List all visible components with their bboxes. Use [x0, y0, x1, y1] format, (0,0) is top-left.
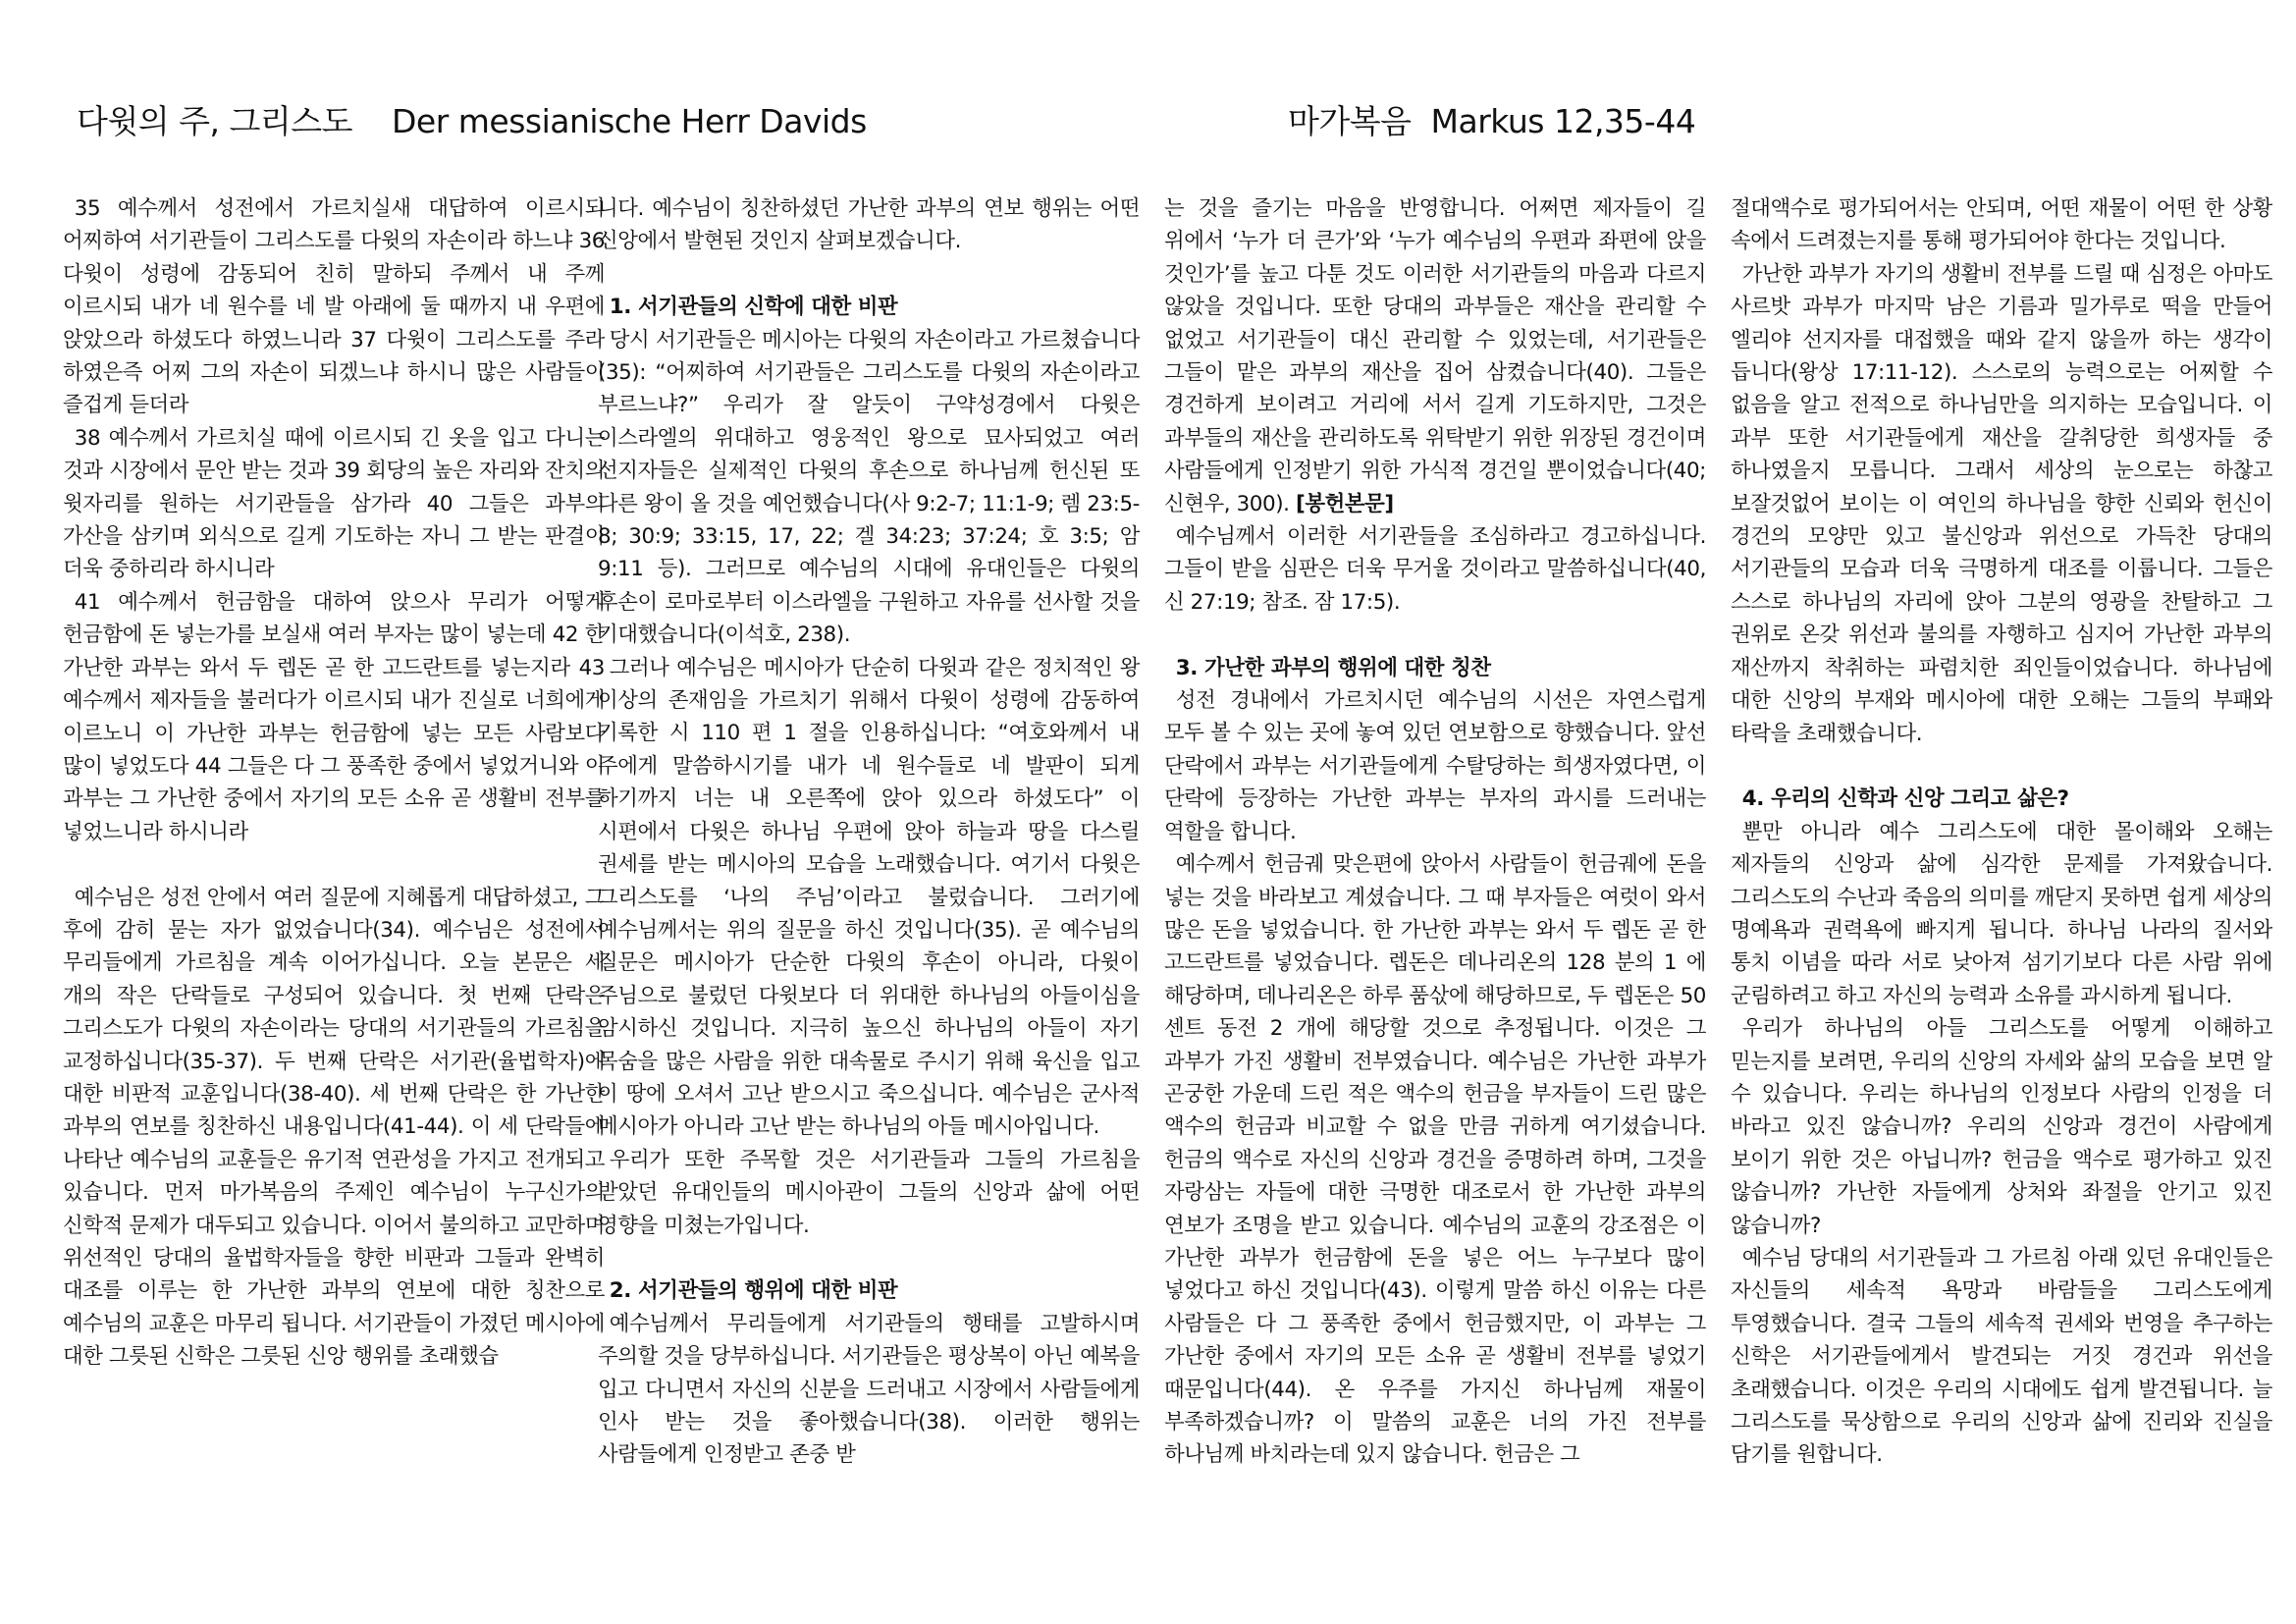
body-paragraph: 성전 경내에서 가르치시던 예수님의 시선은 자연스럽게 모두 볼 수 있는 곳에 놓여 있던 연보함으로 향했습니다. 앞선 단락에서 과부는 서기관들에게 수탈당하는 희생자였다면, 이 단락에 등장하는 가난한 과부는 부자의 과시를 드러내는 역할을 합니다. — [1164, 688, 1706, 844]
body-paragraph: 그러나 예수님은 메시아가 단순히 다윗과 같은 정치적인 왕 이상의 존재임을 가르치기 위해서 다윗이 성령에 감동하여 기록한 시 110 편 1 절을 인용하십니다: “여호와께서 내 주에게 말씀하시기를 내가 네 원수들로 네 발판이 되게 하기까지 너는 내 오른쪽에 앉아 있으라 하셨도다” 이 시편에서 다윗은 하나님 우편에 앉아 하늘과 땅을 다스릴 권세를 받는 메시아의 모습을 노래했습니다. 여기서 다윗은 그리스도를 ‘나의 주님’이라고 불렀습니다. 그러기에 예수님께서는 위의 질문을 하신 것입니다(35). 곧 예수님의 질문은 메시아가 단순한 다윗의 후손이 아니라, 다윗이 주님으로 불렀던 다윗보다 더 위대한 하나님의 아들이심을 암시하신 것입니다. 지극히 높으신 하나님의 아들이 자기 목숨을 많은 사람을 위한 대속물로 주시기 위해 육신을 입고 이 땅에 오셔서 고난 받으시고 죽으십니다. 예수님은 군사적 메시아가 아니라 고난 받는 하나님의 아들 메시아입니다. — [598, 655, 1140, 1140]
section-heading: 4. 우리의 신학과 신앙 그리고 삶은? — [1741, 786, 2069, 812]
offering-text-label: [봉헌본문] — [1295, 491, 1394, 516]
scripture-paragraph: 41 예수께서 헌금함을 대하여 앉으사 무리가 어떻게 헌금함에 돈 넣는가를 보실새 여러 부자는 많이 넣는데 42 한 가난한 과부는 와서 두 렙돈 곧 한 고드란트를 넣는지라 43 예수께서 제자들을 불러다가 이르시되 내가 진실로 너희에게 이르노니 이 가난한 과부는 헌금함에 넣는 모든 사람보다 많이 넣었도다 44 그들은 다 그 풍족한 중에서 넣었거니와 이 과부는 그 가난한 중에서 자기의 모든 소유 곧 생활비 전부를 넣었느니라 하시니라 — [63, 589, 605, 844]
body-paragraph: 니다. 예수님이 칭찬하셨던 가난한 과부의 연보 행위는 어떤 신앙에서 발현된 것인지 살펴보겠습니다. — [598, 196, 1140, 254]
book-reference — [1288, 96, 1695, 142]
body-paragraph: 우리가 또한 주목할 것은 서기관들과 그들의 가르침을 받았던 유대인들의 메시아관이 그들의 신앙과 삶에 어떤 영향을 미쳤는가입니다. — [598, 1147, 1140, 1238]
section-heading: 2. 서기관들의 행위에 대한 비판 — [609, 1278, 898, 1304]
text-column-2 — [598, 192, 1140, 1597]
text-column-4 — [1731, 192, 2272, 1597]
body-paragraph: 가난한 과부가 자기의 생활비 전부를 드릴 때 심정은 아마도 사르밧 과부가 마지막 남은 기름과 밀가루로 떡을 만들어 엘리야 선지자를 대접했을 때와 같지 않을까 하는 생각이 듭니다(왕상 17:11-12). 스스로의 능력으로는 어찌할 수 없음을 알고 전적으로 하나님만을 의지하는 모습입니다. 이 과부 또한 서기관들에게 재산을 갈취당한 희생자들 중 하나였을지 모릅니다. 그래서 세상의 눈으로는 하찮고 보잘것없어 보이는 이 여인의 하나님을 향한 신뢰와 헌신이 경건의 모양만 있고 불신앙과 위선으로 가득찬 당대의 서기관들의 모습과 더욱 극명하게 대조를 이룹니다. 그들은 스스로 하나님의 자리에 앉아 그분의 영광을 찬탈하고 그 권위로 온갖 위선과 불의를 자행하고 심지어 가난한 과부의 재산까지 착취하는 파렴치한 죄인들이었습니다. 하나님에 대한 신앙의 부재와 메시아에 대한 오해는 그들의 부패와 타락을 초래했습니다. — [1731, 261, 2272, 746]
scripture-paragraph: 38 예수께서 가르치실 때에 이르시되 긴 옷을 입고 다니는 것과 시장에서 문안 받는 것과 39 회당의 높은 자리와 잔치의 윗자리를 원하는 서기관들을 삼가라 40 그들은 과부의 가산을 삼키며 외식으로 길게 기도하는 자니 그 받는 판결이 더욱 중하리라 하시니라 — [63, 425, 605, 582]
section-heading: 3. 가난한 과부의 행위에 대한 칭찬 — [1175, 655, 1491, 680]
body-paragraph: 예수님 당대의 서기관들과 그 가르침 아래 있던 유대인들은 자신들의 세속적 욕망과 바람들을 그리스도에게 투영했습니다. 결국 그들의 세속적 권세와 번영을 추구하는 신학은 서기관들에게서 발견되는 거짓 경건과 위선을 초래했습니다. 이것은 우리의 시대에도 쉽게 발견됩니다. 늘 그리스도를 묵상함으로 우리의 신앙과 삶에 진리와 진실을 담기를 원합니다. — [1731, 1245, 2272, 1468]
title-german: Der messianische Herr Davids — [392, 102, 867, 140]
body-paragraph: 우리가 하나님의 아들 그리스도를 어떻게 이해하고 믿는지를 보려면, 우리의 신앙의 자세와 삶의 모습을 보면 알 수 있습니다. 우리는 하나님의 인정보다 사람의 인정을 더 바라고 있진 않습니까? 우리의 신앙과 경건이 사람에게 보이기 위한 것은 아닙니까? 헌금을 액수로 평가하고 있진 않습니까? 가난한 자들에게 상처와 좌절을 안기고 있진 않습니까? — [1731, 1016, 2272, 1238]
body-paragraph — [1164, 192, 1706, 520]
body-paragraph: 예수님께서 무리들에게 서기관들의 행태를 고발하시며 주의할 것을 당부하십니다. 서기관들은 평상복이 아닌 예복을 입고 다니면서 자신의 신분을 드러내고 시장에서 사람들에게 인사 받는 것을 좋아했습니다(38). 이러한 행위는 사람들에게 인정받고 존중 받 — [598, 1311, 1140, 1468]
title-korean: 다윗의 주, 그리스도 — [77, 102, 352, 140]
scripture-paragraph: 35 예수께서 성전에서 가르치실새 대답하여 이르시되 어찌하여 서기관들이 그리스도를 다윗의 자손이라 하느냐 36 다윗이 성령에 감동되어 친히 말하되 주께서 내 주께 이르시되 내가 네 원수를 네 발 아래에 둘 때까지 내 우편에 앉았으라 하셨도다 하였느니라 37 다윗이 그리스도를 주라 하였은즉 어찌 그의 자손이 되겠느냐 하시니 많은 사람들이 즐겁게 듣더라 — [63, 196, 605, 418]
page-title — [77, 96, 867, 142]
body-paragraph: 예수님께서 이러한 서기관들을 조심하라고 경고하십니다. 그들이 받을 심판은 더욱 무거울 것이라고 말씀하십니다(40, 신 27:19; 참조. 잠 17:5). — [1164, 524, 1706, 615]
body-paragraph: 예수께서 헌금궤 맞은편에 앉아서 사람들이 헌금궤에 돈을 넣는 것을 바라보고 계셨습니다. 그 때 부자들은 여럿이 와서 많은 돈을 넣었습니다. 한 가난한 과부는 와서 두 렙돈 곧 한 고드란트를 넣었습니다. 렙돈은 데나리온의 128 분의 1 에 해당하며, 데나리온은 하루 품삯에 해당하므로, 두 렙돈은 50 센트 동전 2 개에 해당할 것으로 추정됩니다. 이것은 그 과부가 가진 생활비 전부였습니다. 예수님은 가난한 과부가 곤궁한 가운데 드린 적은 액수의 헌금을 부자들이 드린 많은 액수의 헌금과 비교할 수 없을 만큼 귀하게 여기셨습니다. 헌금의 액수로 자신의 신앙과 경건을 증명하려 하며, 그것을 자랑삼는 자들에 대한 극명한 대조로서 한 가난한 과부의 연보가 조명을 받고 있습니다. 예수님의 교훈의 강조점은 이 가난한 과부가 헌금함에 돈을 넣은 어느 누구보다 많이 넣었다고 하신 것입니다(43). 이렇게 말씀 하신 이유는 다른 사람들은 다 그 풍족한 중에서 헌금했지만, 이 과부는 그 가난한 중에서 자기의 모든 소유 곧 생활비 전부를 넣었기 때문입니다(44). 온 우주를 가지신 하나님께 재물이 부족하겠습니까? 이 말씀의 교훈은 너의 가진 전부를 하나님께 바치라는데 있지 않습니다. 헌금은 그 — [1164, 852, 1706, 1468]
body-paragraph: 절대액수로 평가되어서는 안되며, 어떤 재물이 어떤 한 상황 속에서 드려졌는지를 통해 평가되어야 한다는 것입니다. — [1731, 196, 2272, 254]
body-paragraph: 뿐만 아니라 예수 그리스도에 대한 몰이해와 오해는 제자들의 신앙과 삶에 심각한 문제를 가져왔습니다. 그리스도의 수난과 죽음의 의미를 깨닫지 못하면 쉽게 세상의 명예욕과 권력욕에 빠지게 됩니다. 하나님 나라의 질서와 통치 이념을 따라 서로 낮아져 섬기기보다 다른 사람 위에 군림하려고 하고 자신의 능력과 소유를 과시하게 됩니다. — [1731, 819, 2272, 1008]
intro-paragraph: 예수님은 성전 안에서 여러 질문에 지혜롭게 대답하셨고, 그 후에 감히 묻는 자가 없었습니다(34). 예수님은 성전에서 무리들에게 가르침을 계속 이어가십니다. 오늘 본문은 세 개의 작은 단락들로 구성되어 있습니다. 첫 번째 단락은 그리스도가 다윗의 자손이라는 당대의 서기관들의 가르침을 교정하십니다(35-37). 두 번째 단락은 서기관(율법학자)에 대한 비판적 교훈입니다(38-40). 세 번째 단락은 한 가난한 과부의 연보를 칭찬하신 내용입니다(41-44). 이 세 단락들에 나타난 예수님의 교훈들은 유기적 연관성을 가지고 전개되고 있습니다. 먼저 마가복음의 주제인 예수님이 누구신가의 신학적 문제가 대두되고 있습니다. 이어서 불의하고 교만하며 위선적인 당대의 율법학자들을 향한 비판과 그들과 완벽히 대조를 이루는 한 가난한 과부의 연보에 대한 칭찬으로 예수님의 교훈은 마무리 됩니다. 서기관들이 가졌던 메시아에 대한 그릇된 신학은 그릇된 신앙 행위를 초래했습 — [63, 885, 605, 1370]
text-column-1 — [63, 192, 605, 1597]
text-column-3 — [1164, 192, 1706, 1597]
body-paragraph: 당시 서기관들은 메시아는 다윗의 자손이라고 가르쳤습니다(35): “어찌하여 서기관들은 그리스도를 다윗의 자손이라고 부르느냐?” 우리가 잘 알듯이 구약성경에서 다윗은 이스라엘의 위대하고 영웅적인 왕으로 묘사되었고 여러 선지자들은 실제적인 다윗의 후손으로 하나님께 헌신된 또 다른 왕이 올 것을 예언했습니다(사 9:2-7; 11:1-9; 렘 23:5-8; 30:9; 33:15, 17, 22; 겔 34:23; 37:24; 호 3:5; 암 9:11 등). 그러므로 예수님의 시대에 유대인들은 다윗의 후손이 로마로부터 이스라엘을 구원하고 자유를 선사할 것을 기대했습니다(이석호, 238). — [598, 327, 1140, 648]
book-korean: 마가복음 — [1288, 102, 1412, 140]
body-text: 는 것을 즐기는 마음을 반영합니다. 어쩌면 제자들이 길 위에서 ‘누가 더 큰가’와 ‘누가 예수님의 우편과 좌편에 앉을 것인가’를 높고 다툰 것도 이러한 서기관들의 마음과 다르지 않았을 것입니다. 또한 당대의 과부들은 재산을 관리할 수 없었고 서기관들이 대신 관리할 수 있었는데, 서기관들은 그들이 맡은 과부의 재산을 집어 삼켰습니다(40). 그들은 경건하게 보이려고 거리에 서서 길게 기도하지만, 그것은 과부들의 재산을 관리하도록 위탁받기 위한 위장된 경건이며 사람들에게 인정받기 위한 가식적 경건일 뿐이었습니다(40; 신현우, 300). — [1164, 196, 1706, 516]
book-german: Markus 12,35-44 — [1430, 102, 1696, 140]
section-heading: 1. 서기관들의 신학에 대한 비판 — [609, 295, 898, 320]
